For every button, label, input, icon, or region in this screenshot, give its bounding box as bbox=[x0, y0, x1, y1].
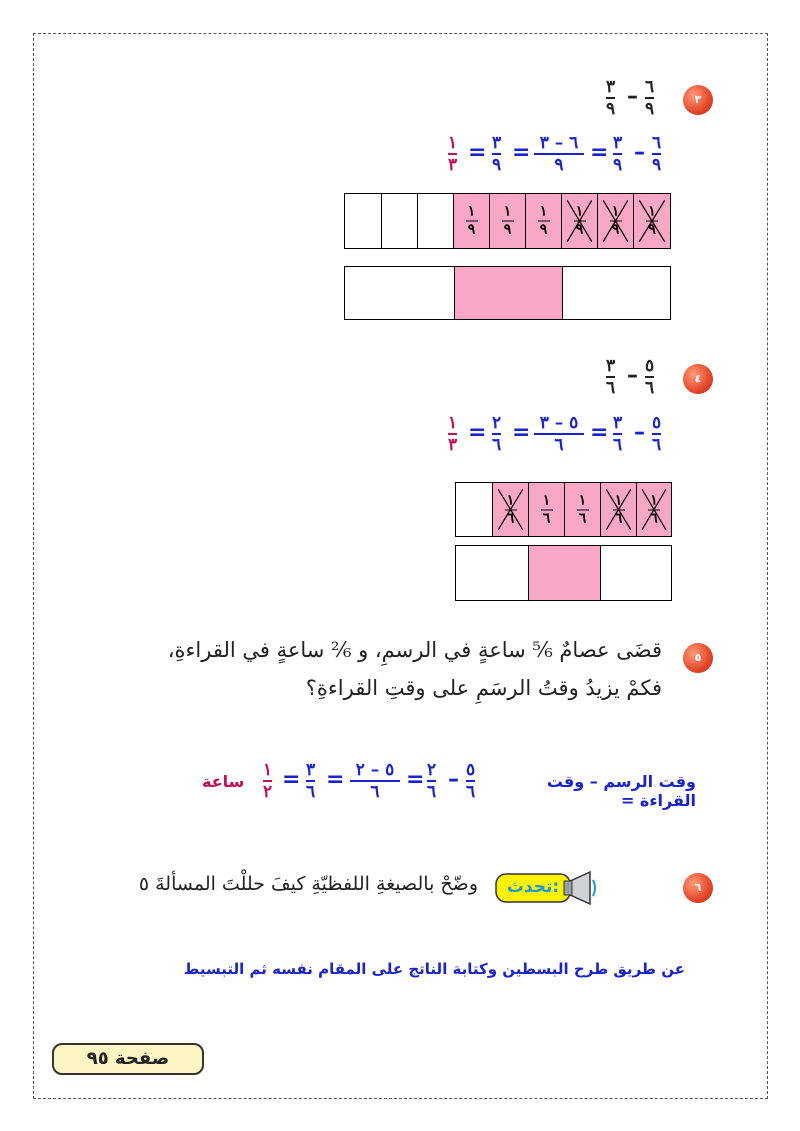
cell-fraction: ١ ٦ bbox=[529, 493, 564, 526]
cell-fraction: ١ ٦ bbox=[601, 493, 636, 526]
minus-sign: – bbox=[627, 84, 638, 109]
answer-label: وقت الرسم – وقت القراءة = bbox=[546, 772, 696, 810]
strip-cell bbox=[453, 194, 489, 248]
minus-sign: – bbox=[448, 767, 459, 792]
strip-cell bbox=[525, 194, 561, 248]
strip-cell bbox=[345, 194, 381, 248]
fraction: ٣ ٩ bbox=[606, 77, 616, 119]
fraction: ٥ – ٣ ٦ bbox=[534, 414, 584, 454]
minus-sign: – bbox=[634, 140, 645, 165]
talk-banner bbox=[494, 868, 598, 908]
fraction: ٥ ٦ bbox=[652, 413, 662, 455]
strip-cell bbox=[600, 483, 636, 536]
cross-out-mark bbox=[493, 483, 528, 536]
fraction: ٢ ٦ bbox=[427, 760, 437, 802]
equals-sign: = bbox=[468, 140, 487, 165]
strip-cell bbox=[456, 546, 528, 600]
problem-5-badge: ٥ bbox=[683, 643, 713, 673]
strip-cell bbox=[417, 194, 453, 248]
answer-unit: ساعة bbox=[202, 772, 245, 791]
fraction: ٥ ٦ bbox=[466, 760, 476, 802]
strip-cell bbox=[561, 194, 597, 248]
fraction-strip-thirds bbox=[344, 266, 671, 320]
fraction: ٦ ٩ bbox=[652, 133, 662, 175]
fraction: ٦ ٩ bbox=[645, 77, 655, 119]
fraction: ٦ – ٣ ٩ bbox=[534, 134, 584, 174]
fraction: ٣ ٦ bbox=[306, 760, 316, 802]
fraction-strip-sixths bbox=[455, 482, 672, 537]
equals-sign: = bbox=[468, 420, 487, 445]
cell-fraction: ١ ٩ bbox=[634, 205, 670, 238]
word-problem-line-2: فكمْ يزيدُ وقتُ الرسَمِ على وقتِ القراءةِ؟ bbox=[305, 676, 662, 700]
strip-cell bbox=[562, 267, 670, 319]
equals-sign: = bbox=[282, 767, 301, 792]
cell-fraction: ١ ٩ bbox=[598, 205, 633, 238]
cell-fraction: ١ ٩ bbox=[562, 205, 597, 238]
strip-cell bbox=[633, 194, 670, 248]
minus-sign: – bbox=[634, 420, 645, 445]
fraction: ٥ – ٢ ٦ bbox=[350, 761, 400, 801]
equals-sign: = bbox=[406, 767, 425, 792]
fraction: ٣ ٦ bbox=[606, 356, 616, 398]
strip-cell bbox=[564, 483, 600, 536]
equals-sign: = bbox=[326, 767, 345, 792]
strip-cell bbox=[454, 267, 562, 319]
strip-cell bbox=[489, 194, 525, 248]
cross-out-mark bbox=[637, 483, 671, 536]
cross-out-mark bbox=[598, 194, 633, 248]
page-number-label: صفحة ٩٥ bbox=[52, 1043, 204, 1075]
fraction: ٣ ٩ bbox=[613, 133, 623, 175]
strip-cell bbox=[456, 483, 492, 536]
fraction: ٥ ٦ bbox=[645, 356, 655, 398]
fraction-result: ١ ٣ bbox=[448, 413, 458, 455]
cross-out-mark bbox=[562, 194, 597, 248]
strip-cell bbox=[492, 483, 528, 536]
fraction-strip-thirds bbox=[455, 545, 672, 601]
equals-sign: = bbox=[512, 420, 531, 445]
strip-cell bbox=[345, 267, 454, 319]
cross-out-mark bbox=[634, 194, 670, 248]
fraction-result: ١ ٣ bbox=[448, 133, 458, 175]
talk-label: تحدث: bbox=[506, 877, 560, 897]
strip-cell bbox=[528, 546, 600, 600]
strip-cell bbox=[636, 483, 671, 536]
strip-cell bbox=[597, 194, 633, 248]
cell-fraction: ١ ٦ bbox=[565, 493, 600, 526]
cross-out-mark bbox=[601, 483, 636, 536]
fraction-result: ١ ٢ bbox=[263, 760, 273, 802]
problem-6-badge: ٦ bbox=[683, 873, 713, 903]
fraction: ٢ ٦ bbox=[492, 413, 502, 455]
cell-fraction: ١ ٩ bbox=[526, 205, 561, 238]
word-problem-line-1: قضَى عصامٌ ⁵⁄₆ ساعةٍ في الرسمِ، و ²⁄₆ ساعةٍ في القراءةِ، bbox=[167, 638, 662, 662]
talk-answer: عن طريق طرح البسطين وكتابة الناتج على المقام نفسه ثم التبسيط bbox=[183, 960, 685, 978]
equals-sign: = bbox=[590, 420, 609, 445]
talk-prompt: وضّحْ بالصيغةِ اللفظيّةِ كيفَ حللْتَ المسألةَ ٥ bbox=[138, 873, 478, 895]
strip-cell bbox=[381, 194, 417, 248]
equals-sign: = bbox=[590, 140, 609, 165]
fraction: ٣ ٦ bbox=[613, 413, 623, 455]
problem-3-badge: ٣ bbox=[683, 85, 713, 115]
fraction: ٣ ٩ bbox=[492, 133, 502, 175]
problem-4-badge: ٤ bbox=[683, 364, 713, 394]
strip-cell bbox=[528, 483, 564, 536]
fraction-strip-ninths bbox=[344, 193, 671, 249]
cell-fraction: ١ ٩ bbox=[454, 205, 489, 238]
minus-sign: – bbox=[627, 363, 638, 388]
strip-cell bbox=[600, 546, 671, 600]
cell-fraction: ١ ٦ bbox=[637, 493, 671, 526]
cell-fraction: ١ ٩ bbox=[490, 205, 525, 238]
cell-fraction: ١ ٦ bbox=[493, 493, 528, 526]
equals-sign: = bbox=[512, 140, 531, 165]
